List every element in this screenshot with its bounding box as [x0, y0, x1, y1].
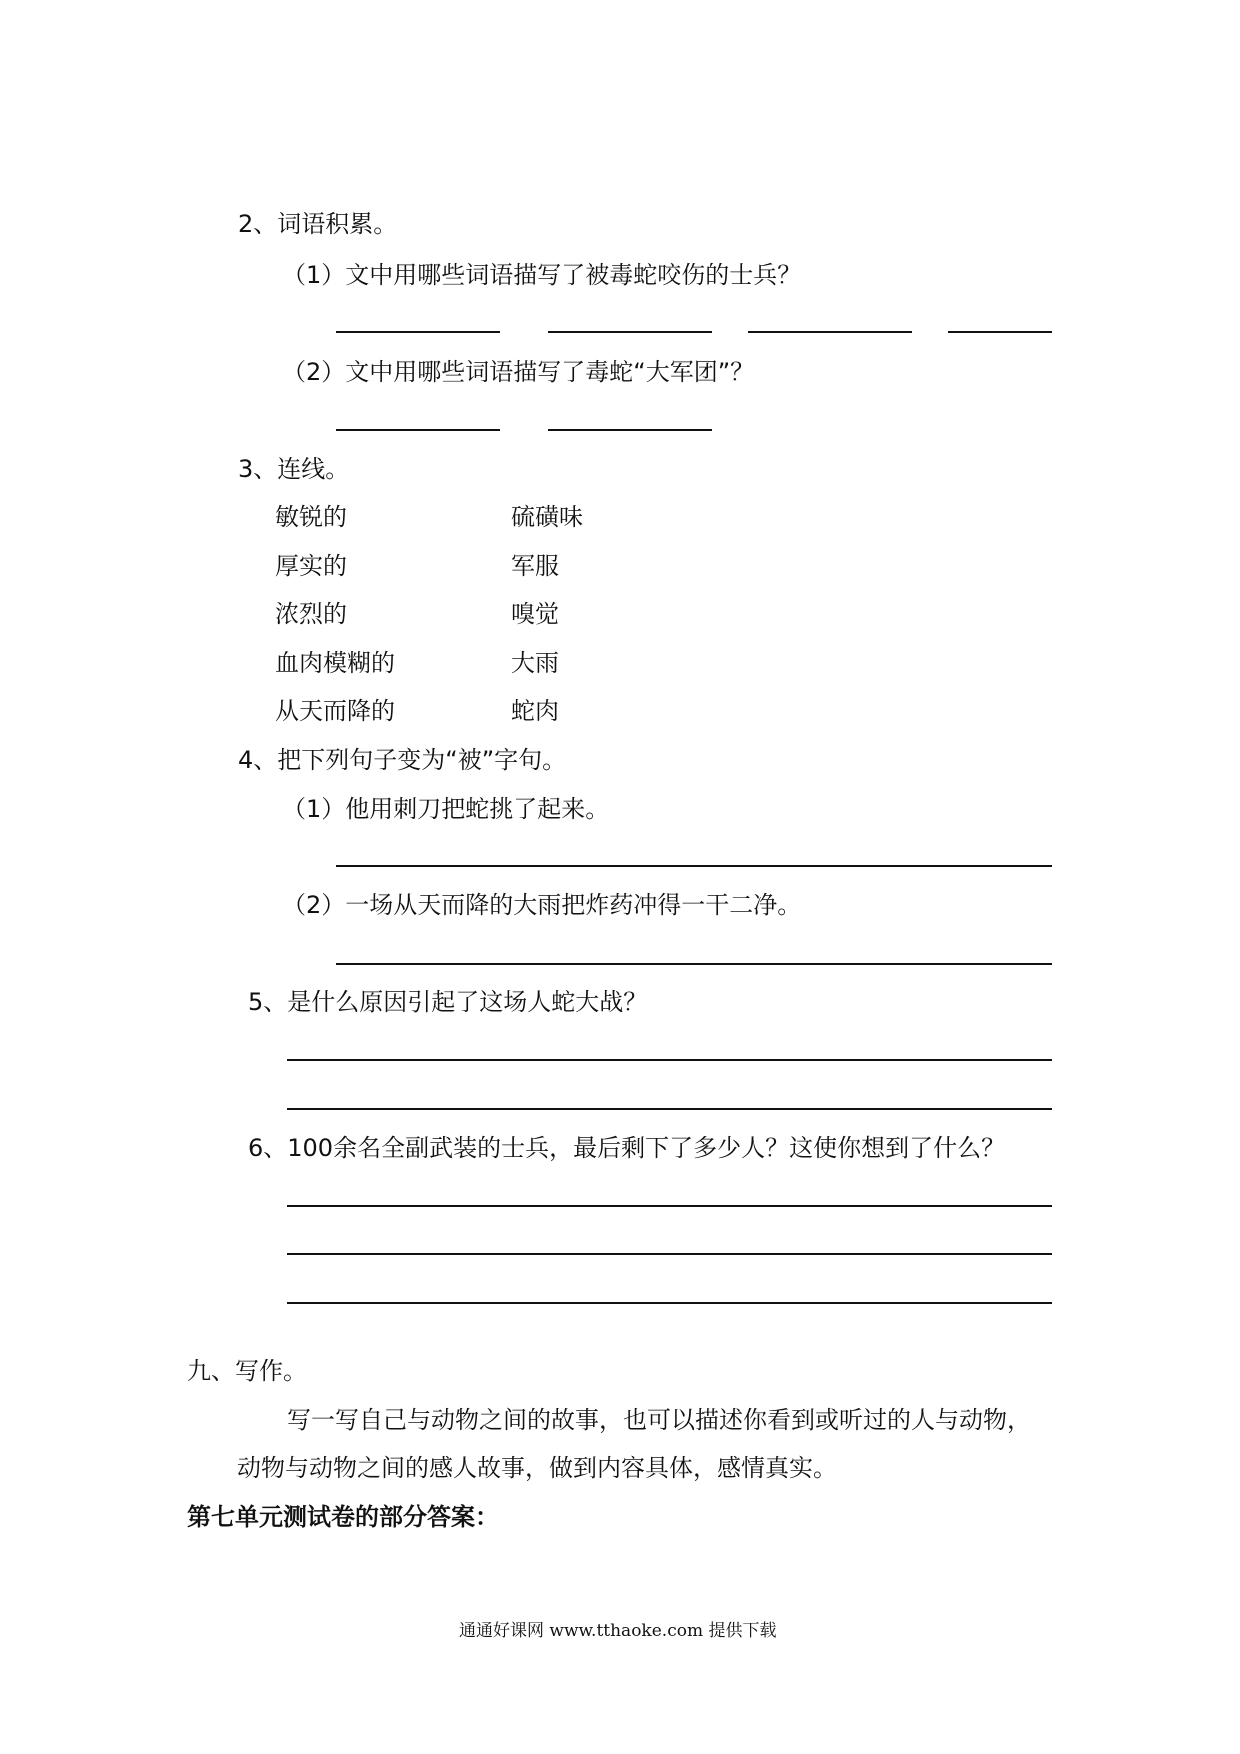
- match-right-item[interactable]: 嗅觉: [511, 600, 559, 628]
- match-right-item[interactable]: 大雨: [511, 649, 559, 677]
- q6-title: 6、100余名全副武装的士兵，最后剩下了多少人？这使你想到了什么？: [248, 1134, 1006, 1162]
- answer-line[interactable]: [336, 963, 1052, 965]
- answer-blank[interactable]: [748, 331, 912, 333]
- q2-title: 2、词语积累。: [238, 210, 398, 238]
- q3-title: 3、连线。: [238, 455, 350, 483]
- match-left-item[interactable]: 血肉模糊的: [275, 649, 395, 677]
- answer-blank[interactable]: [948, 331, 1052, 333]
- match-right-item[interactable]: 蛇肉: [511, 697, 559, 725]
- match-left-item[interactable]: 从天而降的: [275, 697, 395, 725]
- section9-prompt-line1: 写一写自己与动物之间的故事，也可以描述你看到或听过的人与动物，: [287, 1406, 1031, 1434]
- answer-blank[interactable]: [548, 331, 712, 333]
- q4-title: 4、把下列句子变为“被”字句。: [238, 746, 567, 774]
- q4-sub2: （2）一场从天而降的大雨把炸药冲得一干二净。: [282, 891, 802, 919]
- q5-title: 5、是什么原因引起了这场人蛇大战？: [248, 988, 648, 1016]
- section9-title: 九、写作。: [187, 1357, 307, 1385]
- match-left-item[interactable]: 厚实的: [275, 552, 347, 580]
- answer-line[interactable]: [336, 865, 1052, 867]
- q4-sub1: （1）他用刺刀把蛇挑了起来。: [282, 795, 610, 823]
- match-left-item[interactable]: 敏锐的: [275, 503, 347, 531]
- answer-line[interactable]: [287, 1108, 1052, 1110]
- match-right-item[interactable]: 军服: [511, 552, 559, 580]
- answer-line[interactable]: [287, 1059, 1052, 1061]
- section9-prompt-line2: 动物与动物之间的感人故事，做到内容具体，感情真实。: [237, 1454, 837, 1482]
- q2-sub1: （1）文中用哪些词语描写了被毒蛇咬伤的士兵？: [282, 261, 802, 289]
- answer-line[interactable]: [287, 1302, 1052, 1304]
- answer-line[interactable]: [287, 1253, 1052, 1255]
- answer-line[interactable]: [287, 1205, 1052, 1207]
- footer-watermark: 通通好课网 www.tthaoke.com 提供下载: [459, 1621, 777, 1641]
- answer-blank[interactable]: [336, 429, 500, 431]
- q2-sub2: （2）文中用哪些词语描写了毒蛇“大军团”？: [282, 358, 755, 386]
- match-left-item[interactable]: 浓烈的: [275, 600, 347, 628]
- answers-heading: 第七单元测试卷的部分答案：: [187, 1503, 499, 1531]
- answer-blank[interactable]: [336, 331, 500, 333]
- match-right-item[interactable]: 硫磺味: [511, 503, 583, 531]
- answer-blank[interactable]: [548, 429, 712, 431]
